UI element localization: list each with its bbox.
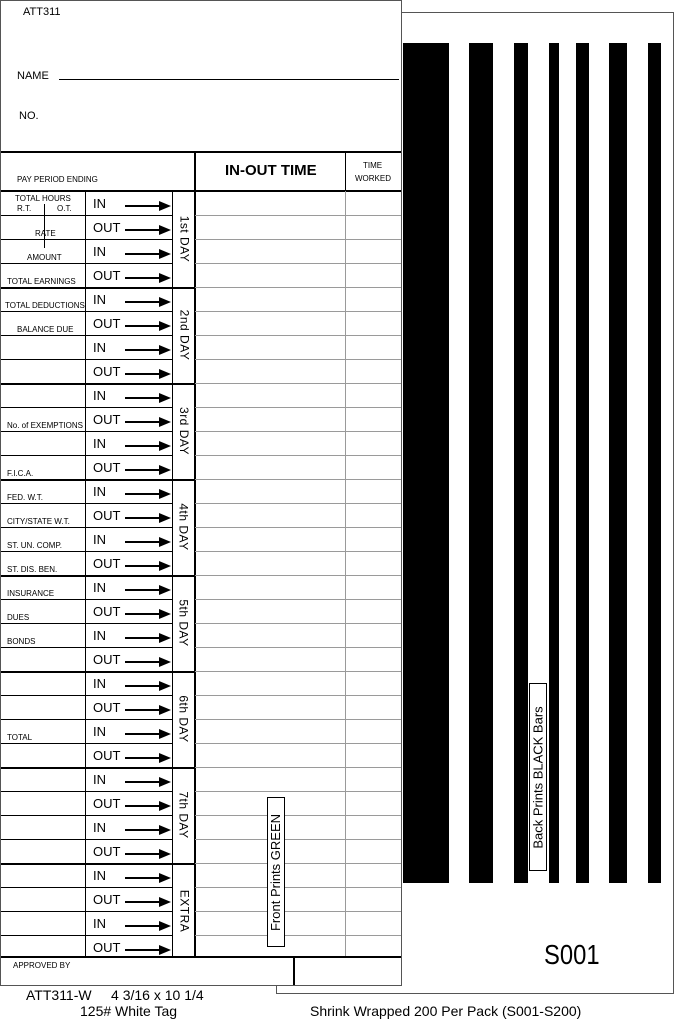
day-label-text: 2nd DAY <box>177 309 192 361</box>
in-out-header: IN-OUT TIME <box>225 162 317 179</box>
day-label-text: EXTRA <box>177 889 192 933</box>
arrow-right-icon <box>125 438 171 448</box>
arrow-right-icon <box>125 270 171 280</box>
rt-label: R.T. <box>17 204 32 213</box>
deduction-label: FED. W.T. <box>7 493 43 502</box>
in-label: IN <box>93 292 106 307</box>
out-label: OUT <box>93 508 121 523</box>
deduction-label: INSURANCE <box>7 589 55 598</box>
arrow-right-icon <box>125 822 171 832</box>
out-label: OUT <box>93 556 121 571</box>
arrow-right-icon <box>125 558 171 568</box>
deduction-label: AMOUNT <box>27 253 62 262</box>
out-label: OUT <box>93 844 121 859</box>
arrow-right-icon <box>125 366 171 376</box>
arrow-right-icon <box>125 390 171 400</box>
in-label: IN <box>93 196 106 211</box>
arrow-right-icon <box>125 486 171 496</box>
day-label <box>175 191 193 287</box>
deduction-label: No. of EXEMPTIONS <box>7 421 84 430</box>
out-label: OUT <box>93 316 121 331</box>
arrow-right-icon <box>125 510 171 520</box>
in-label: IN <box>93 580 106 595</box>
out-label: OUT <box>93 604 121 619</box>
day-label-text: 3rd DAY <box>177 407 191 455</box>
arrow-right-icon <box>125 222 171 232</box>
day-label-text: 5th DAY <box>177 599 191 647</box>
deduction-label: BONDS <box>7 637 36 646</box>
arrow-right-icon <box>125 726 171 736</box>
arrow-right-icon <box>125 630 171 640</box>
arrow-right-icon <box>125 846 171 856</box>
in-label: IN <box>93 340 106 355</box>
in-label: IN <box>93 868 106 883</box>
out-label: OUT <box>93 268 121 283</box>
out-label: OUT <box>93 364 121 379</box>
black-bar <box>403 43 449 883</box>
name-label: NAME <box>17 70 49 82</box>
deduction-label: ST. DIS. BEN. <box>7 565 58 574</box>
arrow-right-icon <box>125 198 171 208</box>
day-label-text: 4th DAY <box>177 503 191 551</box>
arrow-right-icon <box>125 870 171 880</box>
arrow-right-icon <box>125 294 171 304</box>
day-label-text: 7th DAY <box>177 791 191 839</box>
day-label <box>175 671 193 767</box>
deduction-label: F.I.C.A. <box>7 469 34 478</box>
deduction-label: TOTAL EARNINGS <box>7 277 76 286</box>
black-bar <box>648 43 661 883</box>
black-bar <box>469 43 493 883</box>
day-label <box>175 575 193 671</box>
arrow-right-icon <box>125 606 171 616</box>
pay-period-label: PAY PERIOD ENDING <box>17 175 98 184</box>
in-label: IN <box>93 916 106 931</box>
black-bar <box>549 43 559 883</box>
deduction-label: TOTAL DEDUCTIONS <box>5 301 85 310</box>
out-label: OUT <box>93 748 121 763</box>
front-note-box <box>267 797 285 947</box>
arrow-right-icon <box>125 774 171 784</box>
arrow-right-icon <box>125 750 171 760</box>
day-label-text: 6th DAY <box>177 695 191 743</box>
arrow-right-icon <box>125 342 171 352</box>
in-label: IN <box>93 244 106 259</box>
day-label-text: 1st DAY <box>177 215 191 263</box>
arrow-right-icon <box>125 678 171 688</box>
in-label: IN <box>93 484 106 499</box>
out-label: OUT <box>93 892 121 907</box>
in-label: IN <box>93 820 106 835</box>
day-label <box>175 767 193 863</box>
deduction-label: DUES <box>7 613 30 622</box>
arrow-right-icon <box>125 918 171 928</box>
black-bar <box>609 43 627 883</box>
in-label: IN <box>93 436 106 451</box>
pack-line: Shrink Wrapped 200 Per Pack (S001-S200) <box>310 1003 582 1019</box>
no-label: NO. <box>19 110 39 122</box>
arrow-right-icon <box>125 582 171 592</box>
out-label: OUT <box>93 700 121 715</box>
arrow-right-icon <box>125 942 171 952</box>
ot-label: O.T. <box>57 204 72 213</box>
out-label: OUT <box>93 220 121 235</box>
out-label: OUT <box>93 940 121 955</box>
deduction-label: CITY/STATE W.T. <box>7 517 70 526</box>
arrow-right-icon <box>125 798 171 808</box>
deduction-label: ST. UN. COMP. <box>7 541 62 550</box>
arrow-right-icon <box>125 702 171 712</box>
back-note-box <box>529 683 547 871</box>
black-bar <box>576 43 589 883</box>
arrow-right-icon <box>125 318 171 328</box>
serial-number: S001 <box>544 939 600 970</box>
arrow-right-icon <box>125 414 171 424</box>
card-code: ATT311 <box>23 6 61 18</box>
out-label: OUT <box>93 796 121 811</box>
in-label: IN <box>93 676 106 691</box>
arrow-right-icon <box>125 462 171 472</box>
in-label: IN <box>93 532 106 547</box>
in-label: IN <box>93 724 106 739</box>
time-worked-header-2: WORKED <box>355 174 391 183</box>
approved-by-label: APPROVED BY <box>13 961 71 970</box>
back-note: Back Prints BLACK Bars <box>530 705 546 849</box>
day-label <box>175 383 193 479</box>
name-line <box>59 79 399 80</box>
deduction-label: TOTAL <box>7 733 33 742</box>
arrow-right-icon <box>125 654 171 664</box>
deduction-label: RATE <box>35 229 56 238</box>
arrow-right-icon <box>125 246 171 256</box>
in-label: IN <box>93 628 106 643</box>
in-label: IN <box>93 388 106 403</box>
day-label <box>175 479 193 575</box>
stock-line: 125# White Tag <box>80 1003 178 1019</box>
model-line: ATT311-W 4 3/16 x 10 1/4 <box>26 987 204 1003</box>
day-label <box>175 287 193 383</box>
deduction-label: BALANCE DUE <box>17 325 74 334</box>
day-label <box>175 863 193 959</box>
total-hours-label: TOTAL HOURS <box>15 194 71 203</box>
time-worked-header-1: TIME <box>363 161 383 170</box>
arrow-right-icon <box>125 534 171 544</box>
out-label: OUT <box>93 460 121 475</box>
out-label: OUT <box>93 412 121 427</box>
black-bar <box>514 43 528 883</box>
front-note: Front Prints GREEN <box>268 813 284 931</box>
in-label: IN <box>93 772 106 787</box>
out-label: OUT <box>93 652 121 667</box>
arrow-right-icon <box>125 894 171 904</box>
